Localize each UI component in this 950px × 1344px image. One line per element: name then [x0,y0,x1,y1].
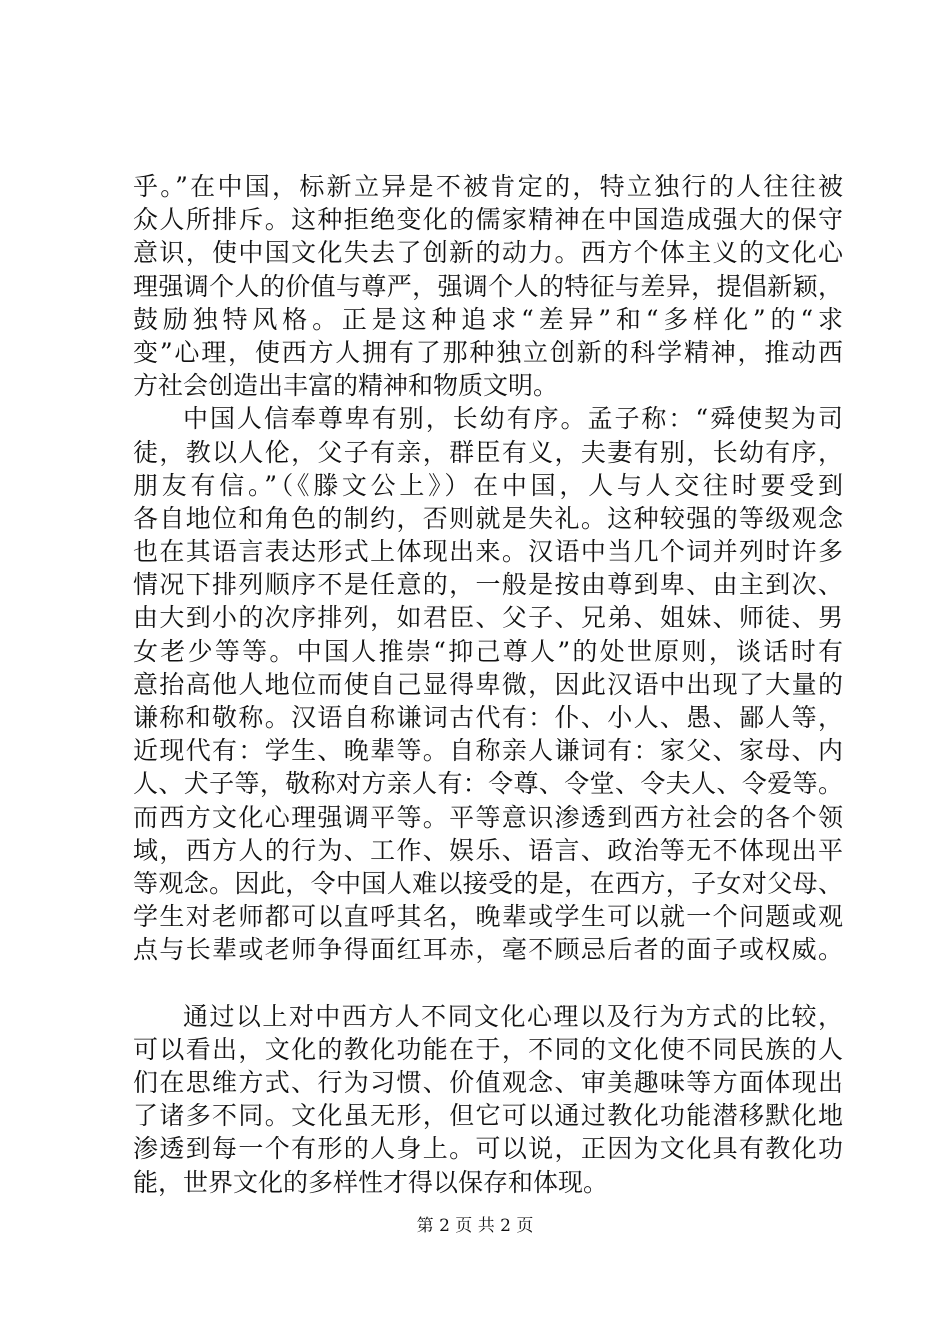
paragraph [133,1000,843,1199]
text-line: 变”心理，使西方人拥有了那种独立创新的科学精神，推动西 [133,337,843,367]
text-line: 了诸多不同。文化虽无形，但它可以通过教化功能潜移默化地 [133,1101,843,1131]
text-line: 由大到小的次序排列，如君臣、父子、兄弟、姐妹、师徒、男 [133,603,843,633]
text-line [133,967,843,1000]
text-line: 意抬高他人地位而使自己显得卑微，因此汉语中出现了大量的 [133,669,843,699]
text-line: 徒，教以人伦，父子有亲，群臣有义，夫妻有别，长幼有序， [133,437,843,467]
text-line: 通过以上对中西方人不同文化心理以及行为方式的比较， [183,1001,843,1031]
text-line: 而西方文化心理强调平等。平等意识渗透到西方社会的各个领 [133,802,843,832]
text-line: 乎。”在中国，标新立异是不被肯定的，特立独行的人往往被 [133,172,843,201]
text-line: 点与长辈或老师争得面红耳赤，毫不顾忌后者的面子或权威。 [133,935,843,965]
text-line: 朋友有信。”（《滕文公上》）在中国，人与人交往时要受到 [133,470,843,500]
text-line: 渗透到每一个有形的人身上。可以说，正因为文化具有教化功 [133,1134,843,1164]
text-line: 也在其语言表达形式上体现出来。汉语中当几个词并列时许多 [133,537,843,567]
text-line: 各自地位和角色的制约，否则就是失礼。这种较强的等级观念 [133,503,843,533]
text-line: 意识，使中国文化失去了创新的动力。西方个体主义的文化心 [133,238,843,268]
text-line: 们在思维方式、行为习惯、价值观念、审美趣味等方面体现出 [133,1068,843,1098]
text-line: 人、犬子等，敬称对方亲人有：令尊、令堂、令夫人、令爱等。 [133,769,843,799]
text-line: 方社会创造出丰富的精神和物质文明。 [133,371,559,401]
text-line: 等观念。因此，令中国人难以接受的是，在西方，子女对父母、 [133,868,843,898]
text-line: 女老少等等。中国人推崇“抑己尊人”的处世原则，谈话时有 [133,636,843,666]
text-line: 情况下排列顺序不是任意的，一般是按由尊到卑、由主到次、 [133,570,843,600]
paragraph [133,170,843,402]
text-line: 能，世界文化的多样性才得以保存和体现。 [133,1167,609,1197]
text-line: 鼓励独特风格。正是这种追求“差异”和“多样化”的“求 [133,304,843,334]
text-line: 众人所排斥。这种拒绝变化的儒家精神在中国造成强大的保守 [133,205,843,235]
text-line: 域，西方人的行为、工作、娱乐、语言、政治等无不体现出平 [133,835,843,865]
document-body [133,170,843,1199]
paragraph [133,402,843,999]
text-line: 学生对老师都可以直呼其名，晚辈或学生可以就一个问题或观 [133,902,843,932]
page-number-footer: 第 2 页 共 2 页 [416,1216,534,1236]
text-line: 中国人信奉尊卑有别，长幼有序。孟子称：“舜使契为司 [183,404,843,434]
text-line: 近现代有：学生、晚辈等。自称亲人谦词有：家父、家母、内 [133,736,843,766]
text-line: 谦称和敬称。汉语自称谦词古代有：仆、小人、愚、鄙人等， [133,703,843,732]
text-line: 可以看出，文化的教化功能在于，不同的文化使不同民族的人 [133,1034,843,1064]
text-line: 理强调个人的价值与尊严，强调个人的特征与差异，提倡新颖， [133,271,843,301]
